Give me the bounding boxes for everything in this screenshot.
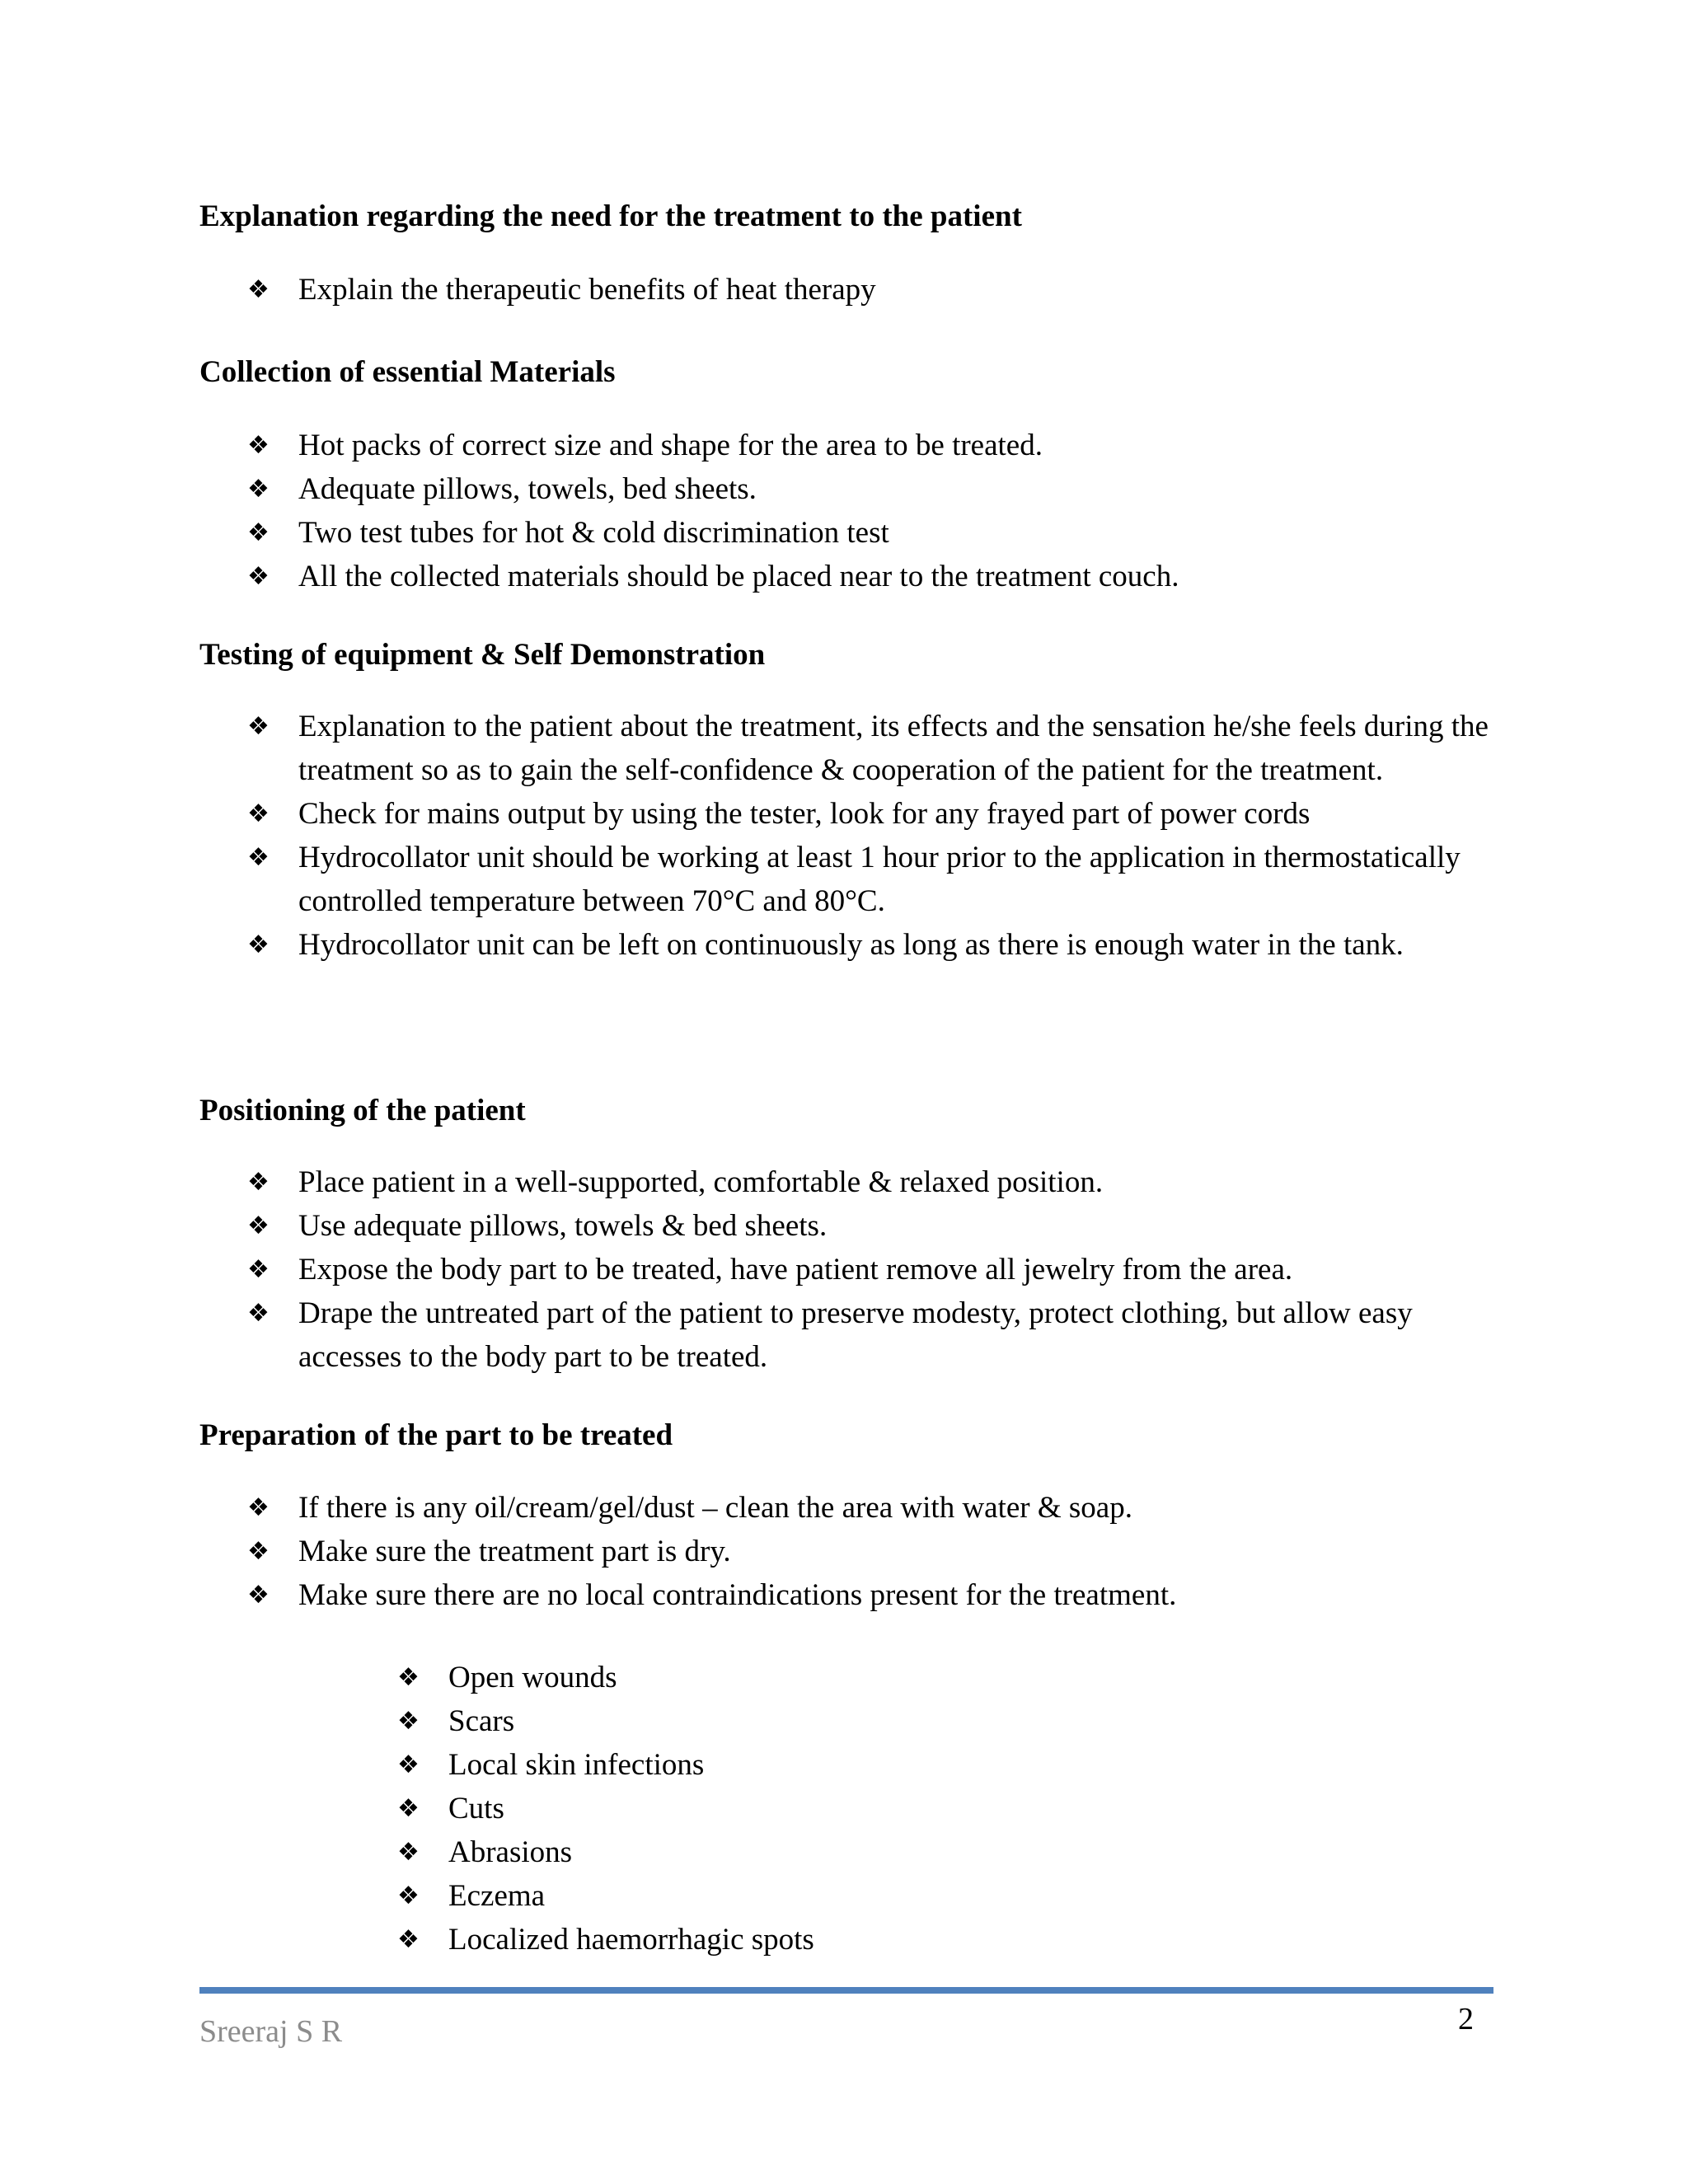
- list-item: ❖ Two test tubes for hot & cold discrimination test: [247, 511, 1500, 555]
- list-item: ❖ Use adequate pillows, towels & bed sheets.: [247, 1204, 1500, 1248]
- list-item: ❖ All the collected materials should be placed near to the treatment couch.: [247, 555, 1500, 598]
- bullet-icon: ❖: [247, 712, 270, 741]
- list-item: ❖ Adequate pillows, towels, bed sheets.: [247, 467, 1500, 511]
- list-item: ❖ Hydrocollator unit should be working at least 1 hour prior to the application in thermostatically controlled temperature between 70°C and 80°C.: [247, 836, 1500, 923]
- list-item: ❖ If there is any oil/cream/gel/dust – clean the area with water & soap.: [247, 1486, 1500, 1530]
- list-item: ❖ Local skin infections: [397, 1743, 1386, 1787]
- bullet-icon: ❖: [397, 1750, 420, 1779]
- section-heading-materials: Collection of essential Materials: [199, 355, 616, 389]
- bullet-icon: ❖: [397, 1838, 420, 1867]
- section-heading-positioning: Positioning of the patient: [199, 1094, 526, 1127]
- bullet-icon: ❖: [247, 1537, 270, 1566]
- list-item: ❖ Cuts: [397, 1787, 1386, 1830]
- list-item: ❖ Scars: [397, 1699, 1386, 1743]
- list-item: ❖ Expose the body part to be treated, have patient remove all jewelry from the area.: [247, 1248, 1500, 1291]
- bullet-list-contraindications: [397, 1656, 1386, 1961]
- bullet-icon: ❖: [247, 431, 270, 460]
- bullet-icon: ❖: [397, 1882, 420, 1910]
- bullet-icon: ❖: [247, 1212, 270, 1240]
- bullet-icon: ❖: [247, 275, 270, 304]
- bullet-icon: ❖: [397, 1707, 420, 1736]
- bullet-icon: ❖: [247, 1581, 270, 1610]
- bullet-list-preparation: [247, 1486, 1500, 1617]
- bullet-icon: ❖: [397, 1794, 420, 1823]
- bullet-list-positioning: [247, 1160, 1500, 1379]
- list-item: ❖ Localized haemorrhagic spots: [397, 1918, 1386, 1961]
- section-heading-preparation: Preparation of the part to be treated: [199, 1418, 673, 1452]
- bullet-list-testing: [247, 705, 1500, 967]
- bullet-icon: ❖: [247, 1299, 270, 1328]
- bullet-icon: ❖: [247, 518, 270, 547]
- bullet-list-materials: [247, 424, 1500, 598]
- list-item: ❖ Explanation to the patient about the treatment, its effects and the sensation he/she feels during the treatment so as to gain the self-confidence & cooperation of the patient for the treatment.: [247, 705, 1500, 792]
- footer-author: Sreeraj S R: [199, 2014, 343, 2049]
- list-item: ❖ Check for mains output by using the tester, look for any frayed part of power cords: [247, 792, 1500, 836]
- list-item: ❖ Make sure the treatment part is dry.: [247, 1530, 1500, 1573]
- bullet-icon: ❖: [397, 1663, 420, 1692]
- footer-divider: [199, 1987, 1493, 1994]
- bullet-icon: ❖: [247, 562, 270, 591]
- section-heading-explanation: Explanation regarding the need for the treatment to the patient: [199, 199, 1022, 233]
- bullet-icon: ❖: [247, 799, 270, 828]
- list-item: ❖ Abrasions: [397, 1830, 1386, 1874]
- list-item: ❖ Make sure there are no local contraindications present for the treatment.: [247, 1573, 1500, 1617]
- list-item: ❖ Place patient in a well-supported, comfortable & relaxed position.: [247, 1160, 1500, 1204]
- list-item: ❖ Explain the therapeutic benefits of heat therapy: [247, 268, 1500, 312]
- bullet-icon: ❖: [247, 1493, 270, 1522]
- list-item: ❖ Open wounds: [397, 1656, 1386, 1699]
- list-item: ❖ Eczema: [397, 1874, 1386, 1918]
- list-item: ❖ Drape the untreated part of the patient to preserve modesty, protect clothing, but allow easy accesses to the body part to be treated.: [247, 1291, 1500, 1379]
- bullet-icon: ❖: [397, 1925, 420, 1954]
- list-item: ❖ Hydrocollator unit can be left on continuously as long as there is enough water in the tank.: [247, 923, 1500, 967]
- bullet-icon: ❖: [247, 1255, 270, 1284]
- section-heading-testing: Testing of equipment & Self Demonstration: [199, 638, 766, 672]
- bullet-icon: ❖: [247, 1168, 270, 1197]
- bullet-list-explanation: [247, 268, 1500, 312]
- page-number: 2: [1458, 2002, 1474, 2036]
- bullet-icon: ❖: [247, 930, 270, 959]
- bullet-icon: ❖: [247, 475, 270, 504]
- list-item: ❖ Hot packs of correct size and shape for the area to be treated.: [247, 424, 1500, 467]
- bullet-icon: ❖: [247, 843, 270, 872]
